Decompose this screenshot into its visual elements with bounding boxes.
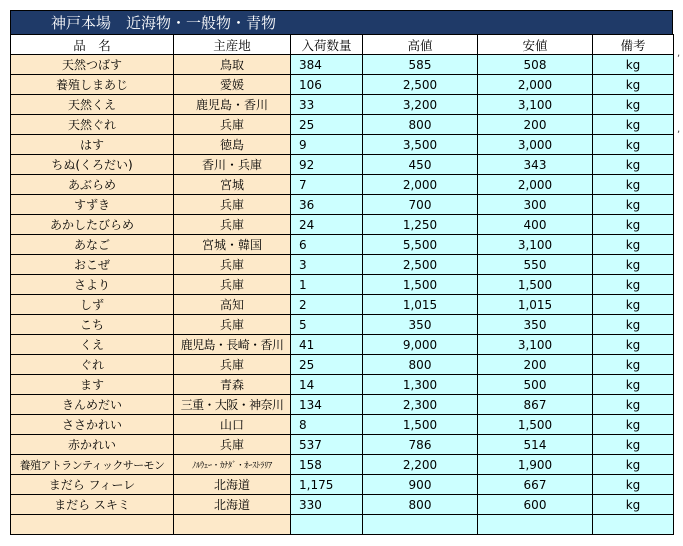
table-row: [11, 75, 674, 95]
cell-high-price: 3,500: [363, 135, 478, 155]
cell-quantity: 537: [291, 435, 363, 455]
cell-low-price: 343: [478, 155, 593, 175]
cell-origin: [174, 515, 291, 535]
cell-quantity: 106: [291, 75, 363, 95]
cell-remarks: kg: [593, 55, 674, 75]
table-row: [11, 175, 674, 195]
cell-name: さより: [11, 275, 174, 295]
cell-origin: 徳島: [174, 135, 291, 155]
table-row: [11, 475, 674, 495]
cell-low-price: 867: [478, 395, 593, 415]
cell-name: ぐれ: [11, 355, 174, 375]
cell-high-price: 800: [363, 355, 478, 375]
cell-low-price: 300: [478, 195, 593, 215]
cell-low-price: 1,900: [478, 455, 593, 475]
cell-quantity: 158: [291, 455, 363, 475]
side-mark: ,: [677, 48, 681, 59]
cell-name: まだら フィーレ: [11, 475, 174, 495]
cell-origin: 兵庫: [174, 255, 291, 275]
cell-low-price: 200: [478, 115, 593, 135]
cell-remarks: kg: [593, 115, 674, 135]
cell-name: 養殖アトランティックサーモン: [11, 455, 174, 475]
cell-high-price: [363, 515, 478, 535]
cell-origin: 兵庫: [174, 215, 291, 235]
cell-remarks: kg: [593, 415, 674, 435]
cell-quantity: 7: [291, 175, 363, 195]
table-row: [11, 355, 674, 375]
cell-name: しず: [11, 295, 174, 315]
cell-origin: ﾉﾙｳｪｰ・ｶﾅﾀﾞ・ｵｰｽﾄﾗﾘｱ: [174, 455, 291, 475]
cell-low-price: [478, 515, 593, 535]
table-row: [11, 415, 674, 435]
cell-origin: 兵庫: [174, 115, 291, 135]
cell-origin: 三重・大阪・神奈川: [174, 395, 291, 415]
cell-quantity: 5: [291, 315, 363, 335]
cell-quantity: 92: [291, 155, 363, 175]
cell-origin: 兵庫: [174, 275, 291, 295]
cell-name: あぶらめ: [11, 175, 174, 195]
cell-high-price: 900: [363, 475, 478, 495]
price-table: [10, 34, 674, 535]
cell-high-price: 1,250: [363, 215, 478, 235]
cell-name: あかしたびらめ: [11, 215, 174, 235]
cell-quantity: 330: [291, 495, 363, 515]
cell-remarks: kg: [593, 355, 674, 375]
cell-origin: 青森: [174, 375, 291, 395]
price-sheet: [10, 10, 673, 535]
cell-low-price: 508: [478, 55, 593, 75]
cell-origin: 高知: [174, 295, 291, 315]
cell-quantity: 2: [291, 295, 363, 315]
cell-name: ちぬ(くろだい): [11, 155, 174, 175]
cell-quantity: 134: [291, 395, 363, 415]
cell-low-price: 1,500: [478, 415, 593, 435]
cell-origin: 兵庫: [174, 195, 291, 215]
cell-name: ささかれい: [11, 415, 174, 435]
table-row: [11, 135, 674, 155]
cell-remarks: kg: [593, 95, 674, 115]
cell-low-price: 1,500: [478, 275, 593, 295]
cell-remarks: kg: [593, 195, 674, 215]
cell-low-price: 514: [478, 435, 593, 455]
cell-name: 赤かれい: [11, 435, 174, 455]
cell-remarks: kg: [593, 455, 674, 475]
header-row: [11, 35, 674, 55]
cell-remarks: kg: [593, 275, 674, 295]
cell-name: 養殖しまあじ: [11, 75, 174, 95]
cell-name: くえ: [11, 335, 174, 355]
cell-quantity: 25: [291, 355, 363, 375]
sheet-title: 神戸本場 近海物・一般物・青物: [10, 10, 673, 34]
cell-low-price: 2,000: [478, 75, 593, 95]
table-row: [11, 235, 674, 255]
cell-origin: 愛媛: [174, 75, 291, 95]
table-row: [11, 115, 674, 135]
cell-name: まだら スキミ: [11, 495, 174, 515]
header-remarks: 備考: [593, 35, 674, 55]
cell-quantity: 384: [291, 55, 363, 75]
cell-name: 天然くえ: [11, 95, 174, 115]
cell-remarks: kg: [593, 395, 674, 415]
cell-remarks: [593, 515, 674, 535]
cell-name: はす: [11, 135, 174, 155]
cell-low-price: 3,000: [478, 135, 593, 155]
cell-remarks: kg: [593, 335, 674, 355]
cell-remarks: kg: [593, 475, 674, 495]
cell-name: こち: [11, 315, 174, 335]
cell-quantity: 9: [291, 135, 363, 155]
cell-quantity: 14: [291, 375, 363, 395]
cell-origin: 山口: [174, 415, 291, 435]
cell-quantity: 8: [291, 415, 363, 435]
cell-low-price: 3,100: [478, 95, 593, 115]
cell-name: きんめだい: [11, 395, 174, 415]
cell-remarks: kg: [593, 435, 674, 455]
cell-high-price: 5,500: [363, 235, 478, 255]
cell-high-price: 2,000: [363, 175, 478, 195]
cell-high-price: 800: [363, 115, 478, 135]
cell-low-price: 600: [478, 495, 593, 515]
header-name: 品 名: [11, 35, 174, 55]
cell-high-price: 2,500: [363, 255, 478, 275]
cell-origin: 北海道: [174, 475, 291, 495]
cell-quantity: 33: [291, 95, 363, 115]
cell-remarks: kg: [593, 495, 674, 515]
cell-high-price: 2,200: [363, 455, 478, 475]
table-row: [11, 315, 674, 335]
cell-high-price: 350: [363, 315, 478, 335]
table-row: [11, 95, 674, 115]
cell-origin: 鹿児島・香川: [174, 95, 291, 115]
table-row: [11, 255, 674, 275]
header-origin: 主産地: [174, 35, 291, 55]
cell-quantity: [291, 515, 363, 535]
cell-quantity: 25: [291, 115, 363, 135]
cell-name: 天然つばす: [11, 55, 174, 75]
cell-name: [11, 515, 174, 535]
cell-low-price: 3,100: [478, 335, 593, 355]
cell-high-price: 3,200: [363, 95, 478, 115]
cell-remarks: kg: [593, 175, 674, 195]
cell-origin: 兵庫: [174, 315, 291, 335]
cell-origin: 兵庫: [174, 355, 291, 375]
cell-remarks: kg: [593, 215, 674, 235]
cell-remarks: kg: [593, 375, 674, 395]
cell-name: あなご: [11, 235, 174, 255]
cell-low-price: 350: [478, 315, 593, 335]
table-row: [11, 455, 674, 475]
cell-origin: 鹿児島・長崎・香川: [174, 335, 291, 355]
cell-quantity: 36: [291, 195, 363, 215]
table-row: [11, 55, 674, 75]
table-row: [11, 515, 674, 535]
table-row: [11, 335, 674, 355]
cell-high-price: 2,500: [363, 75, 478, 95]
cell-low-price: 550: [478, 255, 593, 275]
cell-high-price: 585: [363, 55, 478, 75]
cell-quantity: 6: [291, 235, 363, 255]
side-mark: ,: [677, 124, 681, 135]
cell-remarks: kg: [593, 135, 674, 155]
cell-high-price: 9,000: [363, 335, 478, 355]
cell-remarks: kg: [593, 295, 674, 315]
table-row: [11, 495, 674, 515]
cell-name: おこぜ: [11, 255, 174, 275]
cell-remarks: kg: [593, 155, 674, 175]
cell-name: すずき: [11, 195, 174, 215]
cell-remarks: kg: [593, 75, 674, 95]
cell-origin: 北海道: [174, 495, 291, 515]
cell-low-price: 2,000: [478, 175, 593, 195]
cell-origin: 兵庫: [174, 435, 291, 455]
cell-high-price: 450: [363, 155, 478, 175]
table-row: [11, 435, 674, 455]
cell-high-price: 1,500: [363, 275, 478, 295]
header-high-price: 高値: [363, 35, 478, 55]
cell-high-price: 1,015: [363, 295, 478, 315]
cell-quantity: 1: [291, 275, 363, 295]
cell-high-price: 700: [363, 195, 478, 215]
cell-quantity: 24: [291, 215, 363, 235]
header-quantity: 入荷数量: [291, 35, 363, 55]
cell-origin: 宮城・韓国: [174, 235, 291, 255]
cell-high-price: 1,500: [363, 415, 478, 435]
cell-origin: 宮城: [174, 175, 291, 195]
cell-origin: 香川・兵庫: [174, 155, 291, 175]
cell-high-price: 1,300: [363, 375, 478, 395]
table-row: [11, 275, 674, 295]
cell-high-price: 2,300: [363, 395, 478, 415]
cell-origin: 鳥取: [174, 55, 291, 75]
cell-low-price: 200: [478, 355, 593, 375]
cell-quantity: 1,175: [291, 475, 363, 495]
cell-name: 天然ぐれ: [11, 115, 174, 135]
cell-remarks: kg: [593, 235, 674, 255]
header-low-price: 安値: [478, 35, 593, 55]
table-row: [11, 295, 674, 315]
cell-high-price: 800: [363, 495, 478, 515]
cell-name: ます: [11, 375, 174, 395]
table-row: [11, 395, 674, 415]
cell-quantity: 3: [291, 255, 363, 275]
cell-low-price: 667: [478, 475, 593, 495]
cell-low-price: 3,100: [478, 235, 593, 255]
table-row: [11, 375, 674, 395]
cell-remarks: kg: [593, 315, 674, 335]
cell-high-price: 786: [363, 435, 478, 455]
table-row: [11, 195, 674, 215]
cell-quantity: 41: [291, 335, 363, 355]
table-row: [11, 215, 674, 235]
cell-low-price: 1,015: [478, 295, 593, 315]
cell-remarks: kg: [593, 255, 674, 275]
cell-low-price: 400: [478, 215, 593, 235]
table-row: [11, 155, 674, 175]
cell-low-price: 500: [478, 375, 593, 395]
